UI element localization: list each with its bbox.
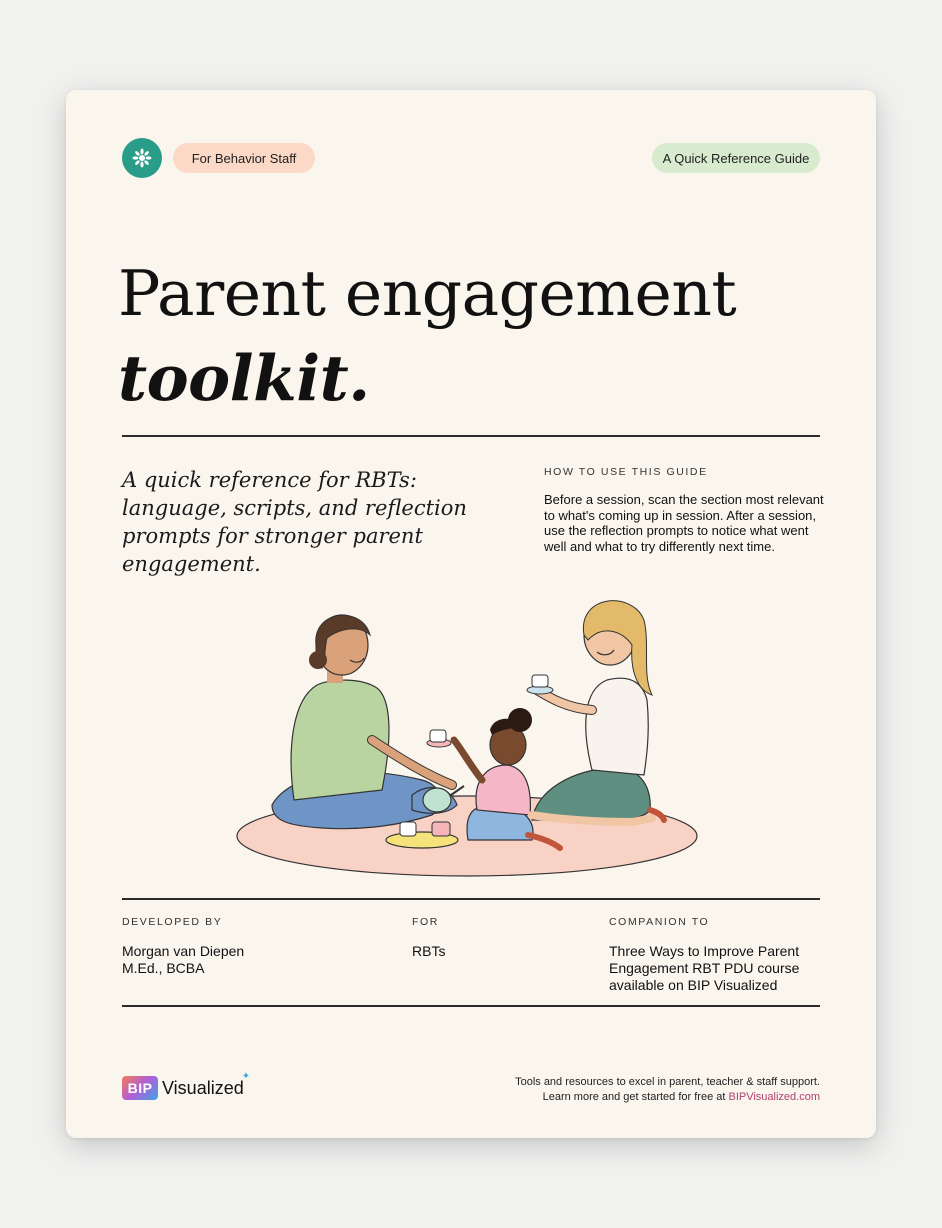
developer-name: Morgan van Diepen [122,943,245,959]
brand-name: Visualized [162,1077,244,1098]
family-tea-party-illustration [232,590,702,885]
companion-line-1: Three Ways to Improve Parent [609,943,800,959]
developed-by-section [122,916,372,977]
divider-top [122,435,820,437]
document-page [66,90,876,1138]
title-line-2: toolkit. [118,341,370,415]
subtitle: A quick reference for RBTs: language, scripts, and reflection prompts for stronger parent engagement. [122,468,467,576]
divider-middle [122,898,820,900]
brand-box: BIP [122,1076,158,1100]
page-title [118,252,818,420]
how-to-label: HOW TO USE THIS GUIDE [544,466,708,478]
footer-cta [515,1090,820,1105]
divider-bottom [122,1005,820,1007]
for-value: RBTs [412,943,446,959]
companion-section [609,916,829,994]
guide-type-pill: A Quick Reference Guide [652,143,820,173]
footer-text [515,1075,820,1105]
for-section [412,916,562,960]
flower-icon [122,138,162,178]
companion-line-2: Engagement RBT PDU course [609,960,800,976]
title-line-1: Parent engagement [118,257,737,330]
companion-line-3: available on BIP Visualized [609,977,778,993]
brand-logo [122,1070,252,1100]
how-to-section [544,466,834,554]
website-link[interactable]: BIPVisualized.com [728,1091,820,1103]
developed-by-label: DEVELOPED BY [122,916,223,928]
companion-label: COMPANION TO [609,916,710,928]
footer-cta-prefix: Learn more and get started for free at [542,1091,729,1103]
how-to-body: Before a session, scan the section most relevant to what's coming up in session. After a session, use the reflection prompts to notice what went well and what to try differently next time. [544,492,824,554]
footer-tagline: Tools and resources to excel in parent, teacher & staff support. [515,1076,820,1088]
developer-credentials: M.Ed., BCBA [122,960,205,976]
for-label: FOR [412,916,439,928]
sparkle-icon: ✦ [241,1070,251,1082]
audience-pill: For Behavior Staff [173,143,315,173]
